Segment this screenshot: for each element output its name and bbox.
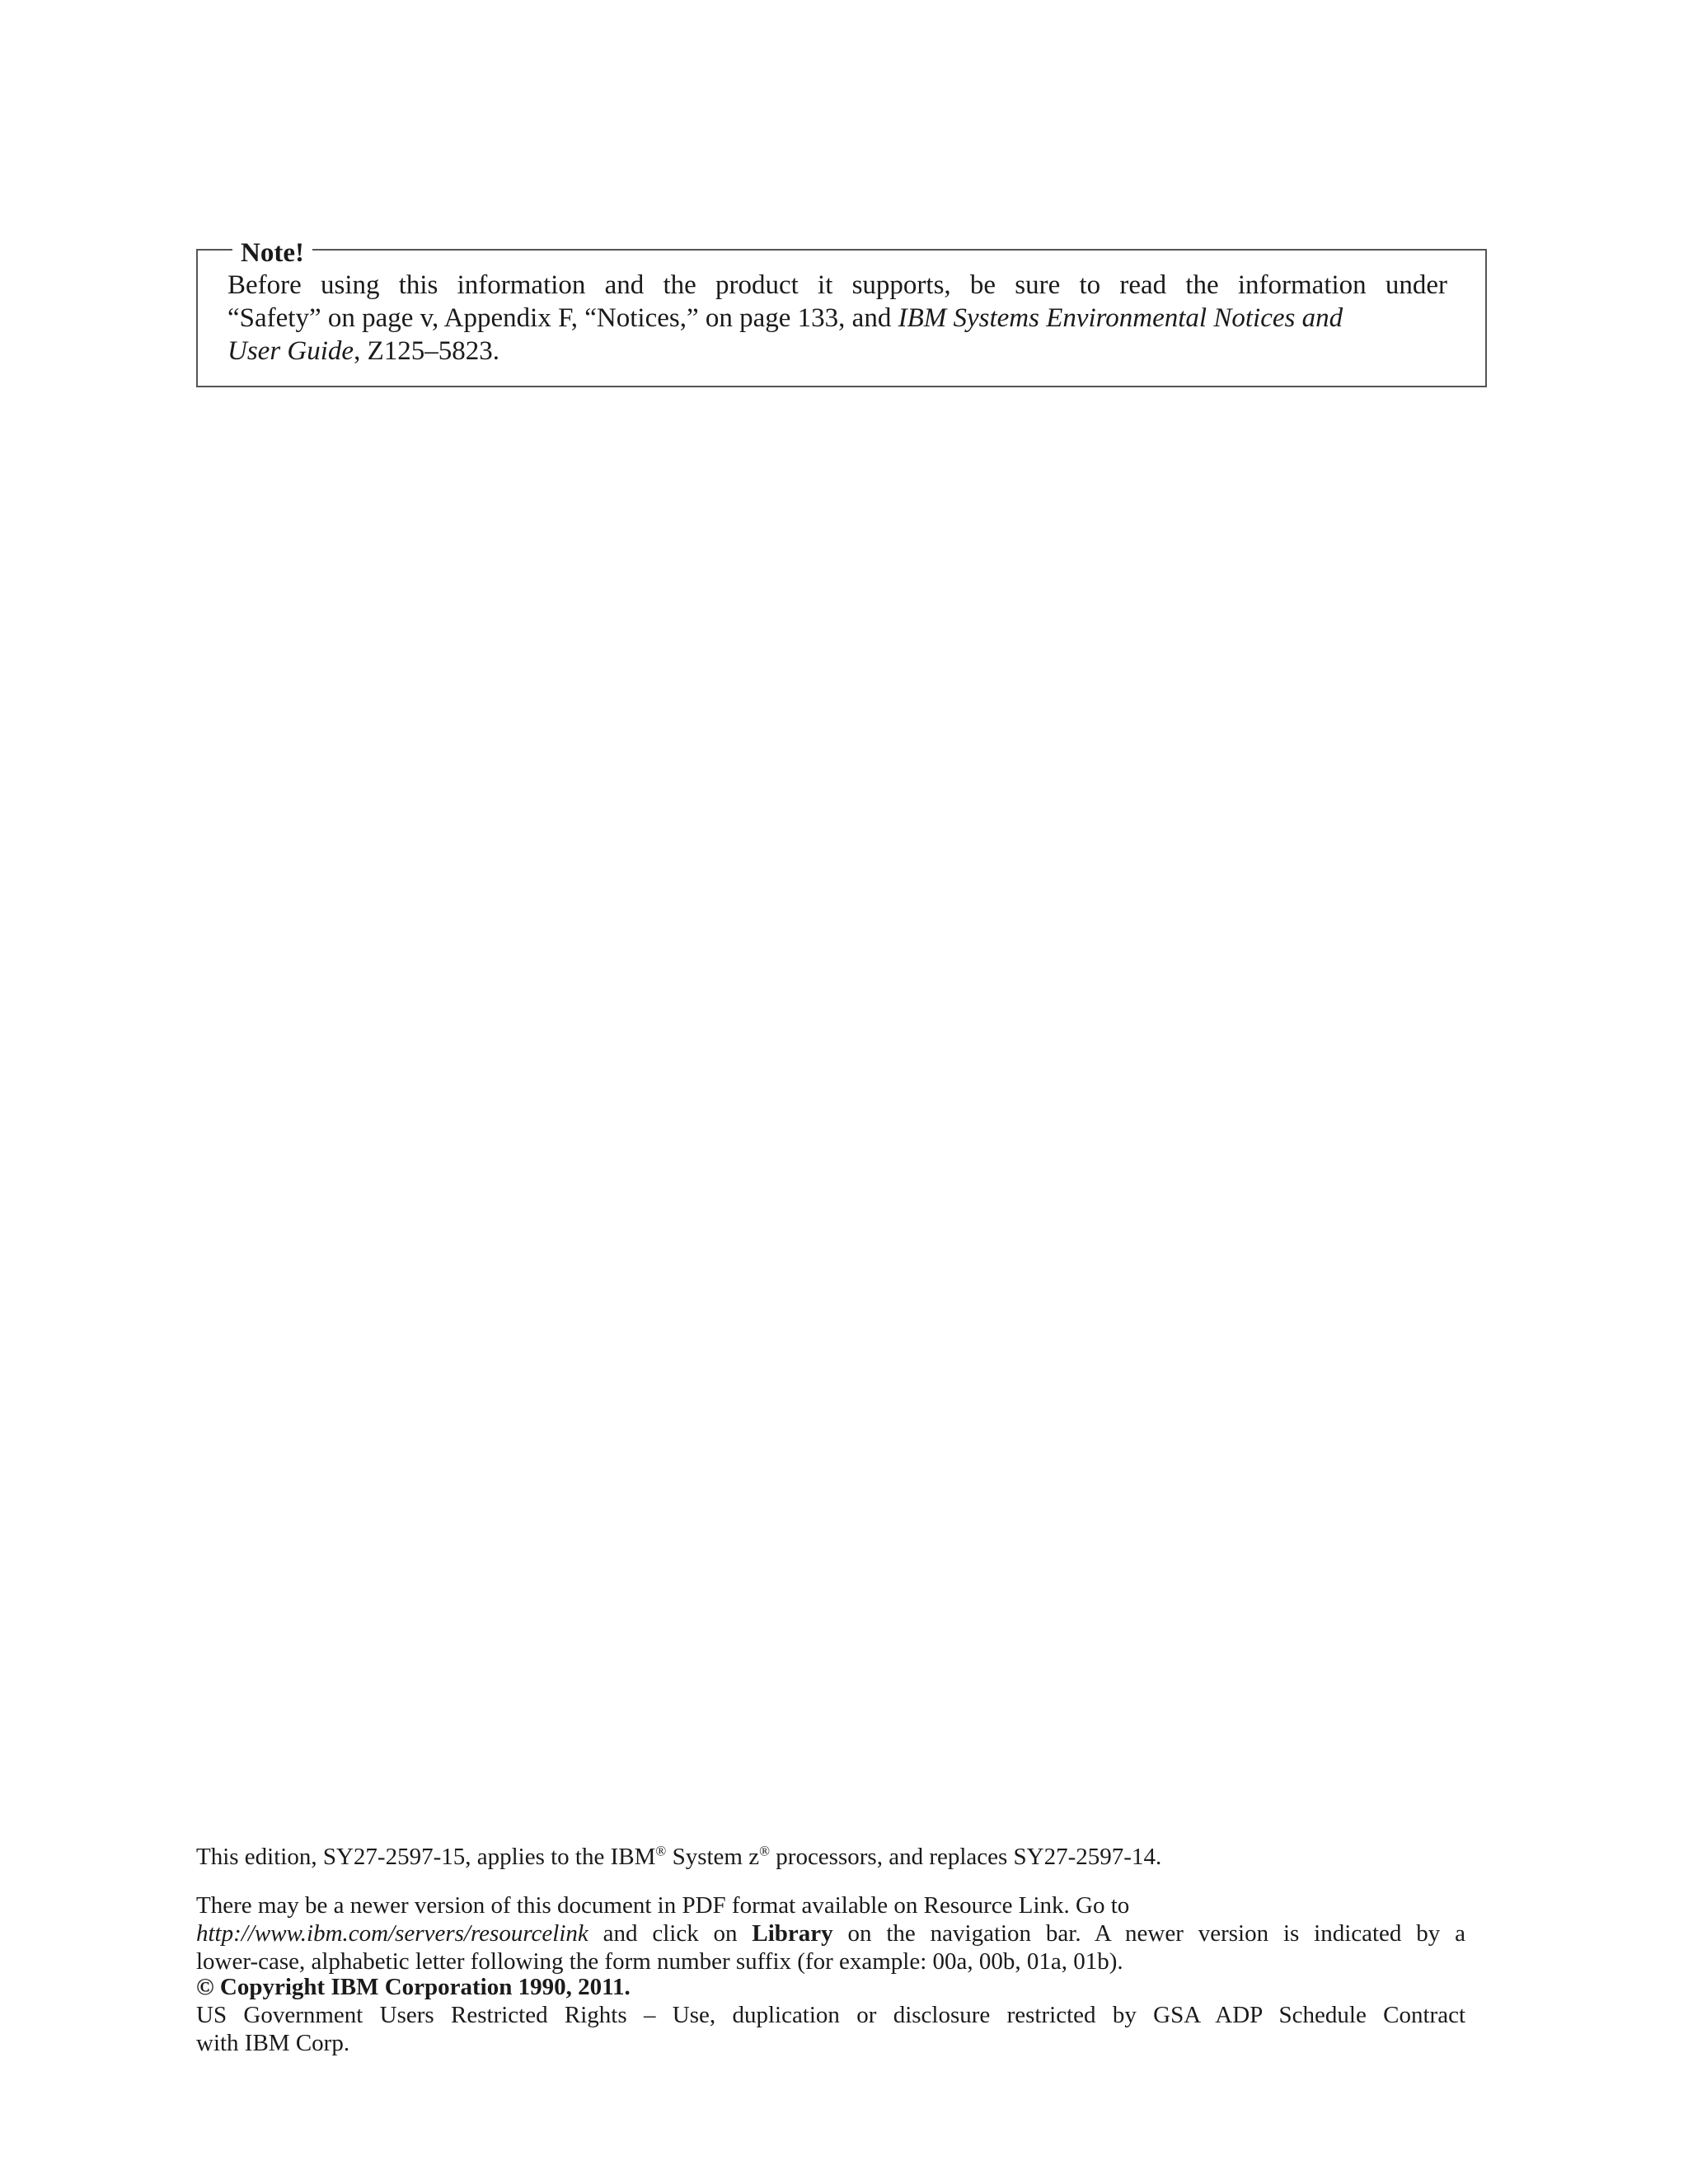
note-body	[227, 269, 1489, 368]
newer-version-line-3: lower-case, alphabetic letter following the form number suffix (for example: 00a, 00b, 01a, 01b).	[196, 1948, 1123, 1975]
note-title: Note!	[232, 236, 312, 270]
newer-version-paragraph	[196, 1891, 1465, 1975]
guide-title-part-2: User Guide	[227, 336, 354, 366]
navigation-text: on the navigation bar. A newer version is indicated by a	[832, 1920, 1465, 1947]
edition-line	[196, 1843, 1465, 1871]
note-line-2-text: “Safety” on page v, Appendix F, “Notices,” on page 133, and	[227, 303, 898, 333]
newer-version-line-2	[196, 1919, 1465, 1947]
note-line-2	[227, 302, 1489, 335]
resourcelink-url[interactable]: http://www.ibm.com/servers/resourcelink	[196, 1920, 588, 1947]
newer-version-line-1: There may be a newer version of this document in PDF format available on Resource Link. Go to	[196, 1892, 1130, 1919]
edition-part-2: System z	[666, 1844, 760, 1870]
click-text: and click on	[588, 1920, 753, 1947]
registered-mark-2: ®	[759, 1843, 771, 1859]
copyright-title	[196, 1973, 1465, 2001]
registered-mark-1: ®	[655, 1843, 667, 1859]
note-line-3	[227, 335, 1489, 368]
copyright-line-1: US Government Users Restricted Rights – Use, duplication or disclosure restricted by GSA ADP Schedule Contract	[196, 2002, 1465, 2028]
copyright-title-text: © Copyright IBM Corporation 1990, 2011.	[196, 1974, 631, 2000]
copyright-line-2: with IBM Corp.	[196, 2030, 350, 2056]
note-line-3-text: , Z125–5823.	[354, 336, 499, 366]
edition-statement	[196, 1843, 1465, 1871]
edition-part-3: processors, and replaces SY27-2597-14.	[770, 1844, 1162, 1870]
copyright-block	[196, 1973, 1465, 2057]
guide-title-part-1: IBM Systems Environmental Notices and	[898, 303, 1343, 333]
note-line-1: Before using this information and the product it supports, be sure to read the information under	[227, 270, 1447, 300]
edition-part-1: This edition, SY27-2597-15, applies to the IBM	[196, 1844, 656, 1870]
library-label: Library	[752, 1920, 833, 1947]
